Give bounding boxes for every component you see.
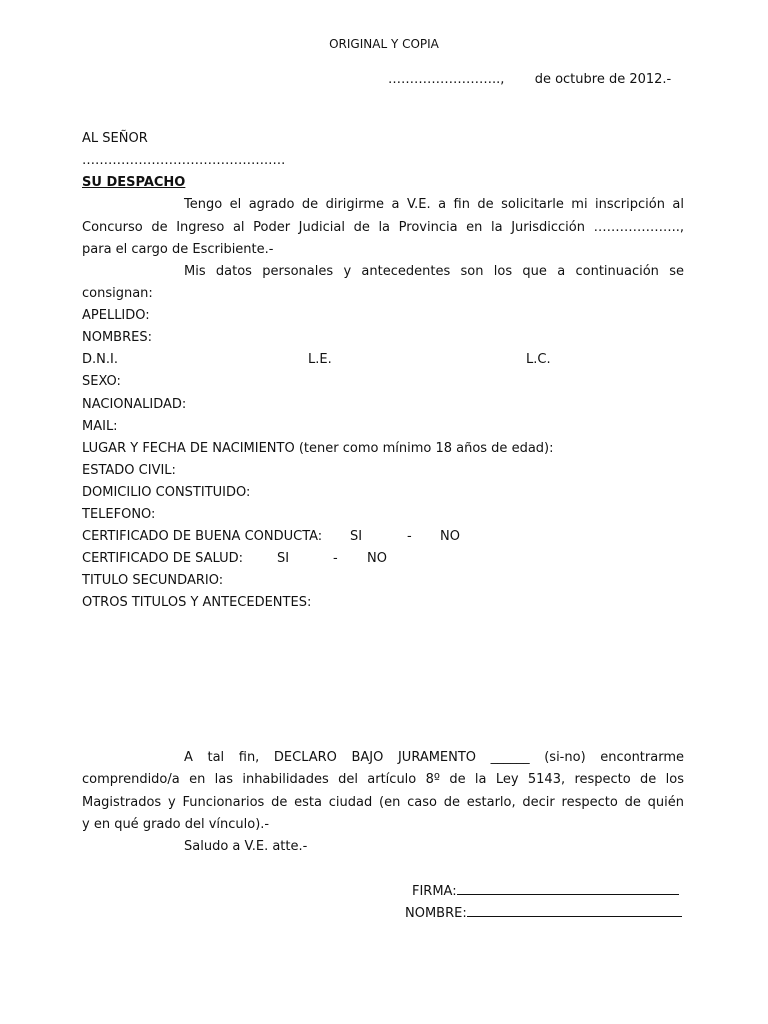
document-title: ORIGINAL Y COPIA xyxy=(329,37,439,51)
field-apellido: APELLIDO: xyxy=(82,308,150,323)
para2-line1: Mis datos personales y antecedentes son los que a continuación se xyxy=(184,264,684,279)
para1-line2: Concurso de Ingreso al Poder Judicial de la Provincia en la Jurisdicción ……………….., xyxy=(82,220,684,235)
field-nacionalidad: NACIONALIDAD: xyxy=(82,397,187,412)
cert-salud-si: SI xyxy=(277,551,290,566)
para1-line1: Tengo el agrado de dirigirme a V.E. a fin de solicitarle mi inscripción al xyxy=(184,197,684,212)
document-type-row xyxy=(82,352,682,368)
nombre-field[interactable] xyxy=(467,904,682,917)
field-dni: D.N.I. xyxy=(82,352,118,367)
date-line xyxy=(388,72,671,88)
para1-line3: para el cargo de Escribiente.- xyxy=(82,242,274,257)
cert-salud-no: NO xyxy=(367,551,387,566)
field-le: L.E. xyxy=(308,352,332,367)
cert-salud-row xyxy=(82,551,682,567)
field-nombres: NOMBRES: xyxy=(82,330,152,345)
closing-greeting: Saludo a V.E. atte.- xyxy=(184,839,308,854)
recipient-blank: …………………………………….…. xyxy=(82,153,286,168)
firma-row xyxy=(412,882,679,900)
declaration-line2: comprendido/a en las inhabilidades del artículo 8º de la Ley 5143, respecto de los xyxy=(82,772,684,787)
cert-conducta-row xyxy=(82,529,682,545)
firma-field[interactable] xyxy=(457,882,679,895)
cert-conducta-si: SI xyxy=(350,529,363,544)
field-mail: MAIL: xyxy=(82,419,118,434)
para2-line2: consignan: xyxy=(82,286,153,301)
field-lugar-fecha: LUGAR Y FECHA DE NACIMIENTO (tener como mínimo 18 años de edad): xyxy=(82,441,554,456)
field-cert-salud: CERTIFICADO DE SALUD: xyxy=(82,551,244,566)
date-blank: …………………….., xyxy=(388,72,505,87)
field-lc: L.C. xyxy=(526,352,551,367)
field-otros-titulos: OTROS TITULOS Y ANTECEDENTES: xyxy=(82,595,312,610)
cert-conducta-no: NO xyxy=(440,529,460,544)
nombre-label: NOMBRE: xyxy=(405,906,467,921)
field-estado-civil: ESTADO CIVIL: xyxy=(82,463,176,478)
recipient-despacho: SU DESPACHO xyxy=(82,175,186,190)
declaration-line4: y en qué grado del vínculo).- xyxy=(82,817,270,832)
field-cert-conducta: CERTIFICADO DE BUENA CONDUCTA: xyxy=(82,529,323,544)
field-titulo-secundario: TITULO SECUNDARIO: xyxy=(82,573,224,588)
firma-label: FIRMA: xyxy=(412,884,457,899)
date-text: de octubre de 2012.- xyxy=(534,72,672,87)
nombre-row xyxy=(405,904,682,922)
cert-salud-dash: - xyxy=(333,551,338,566)
recipient-title: AL SEÑOR xyxy=(82,131,148,146)
cert-conducta-dash: - xyxy=(407,529,412,544)
field-sexo: SEXO: xyxy=(82,374,121,389)
declaration-line1: A tal fin, DECLARO BAJO JURAMENTO ______ (si-no) encontrarme xyxy=(184,750,684,765)
field-telefono: TELEFONO: xyxy=(82,507,156,522)
declaration-line3: Magistrados y Funcionarios de esta ciudad (en caso de estarlo, decir respecto de quién xyxy=(82,795,684,810)
field-domicilio: DOMICILIO CONSTITUIDO: xyxy=(82,485,251,500)
